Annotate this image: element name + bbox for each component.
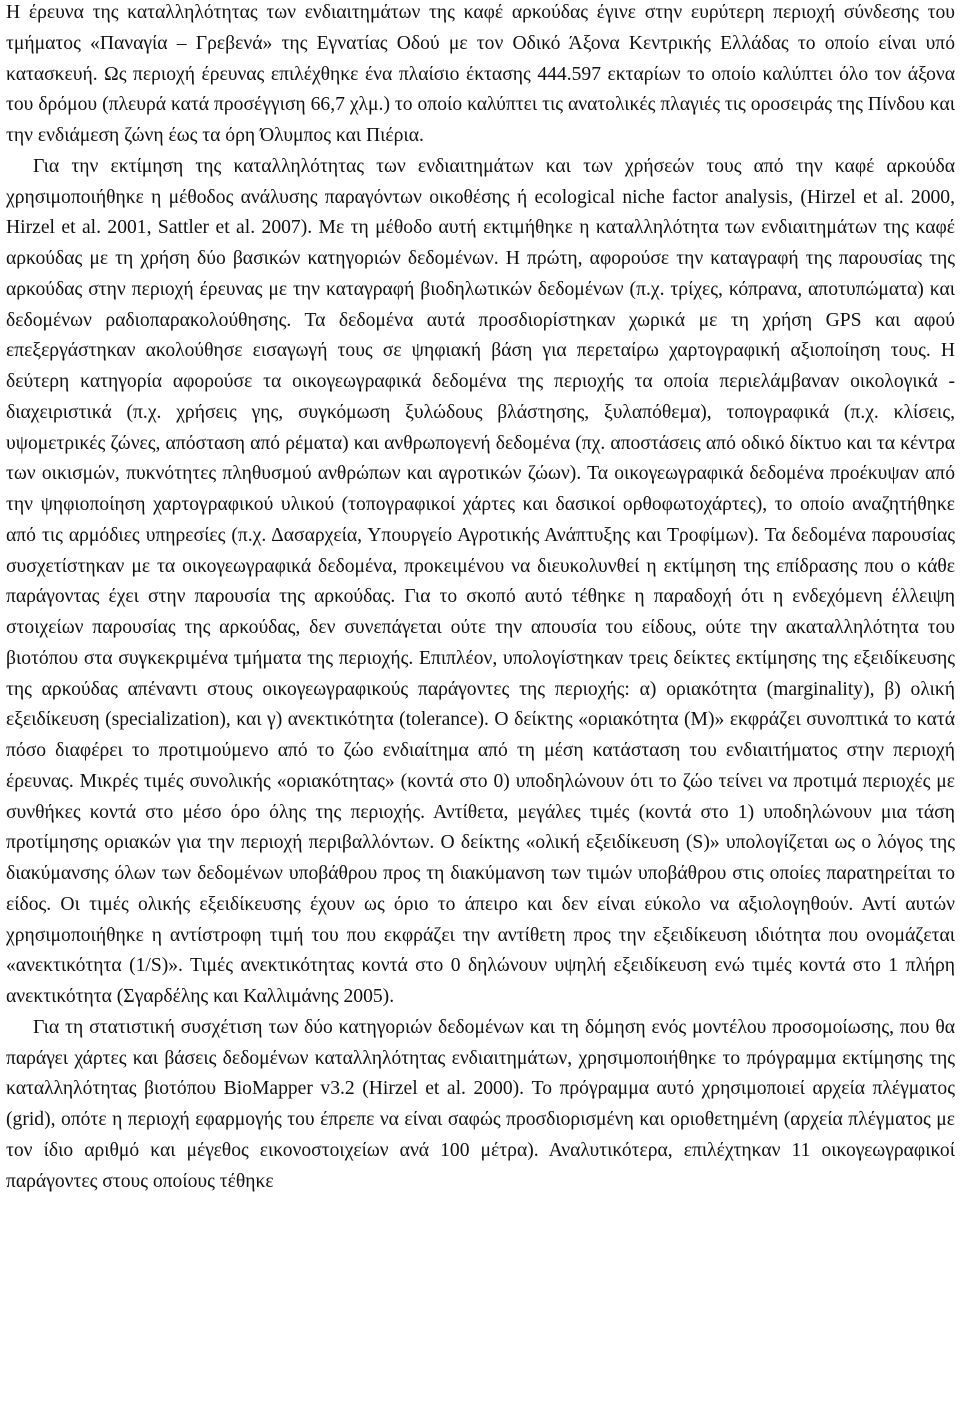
document-page bbox=[6, 0, 955, 1197]
paragraph-study-area: Η έρευνα της καταλληλότητας των ενδιαιτημάτων της καφέ αρκούδας έγινε στην ευρύτερη περιοχή σύνδεσης του τμήματος «Παναγία – Γρεβενά» της Εγνατίας Οδού με τον Οδικό Άξονα Κεντρικής Ελλάδας το οποίο είναι υπό κατασκευή. Ως περιοχή έρευνας επιλέχθηκε ένα πλαίσιο έκτασης 444.597 εκταρίων το οποίο καλύπτει όλο τον άξονα του δρόμου (πλευρά κατά προσέγγιση 66,7 χλμ.) το οποίο καλύπτει τις ανατολικές πλαγιές τις οροσειράς της Πίνδου και την ενδιάμεση ζώνη έως τα όρη Όλυμπος και Πιέρια. bbox=[6, 2, 955, 146]
paragraph-methodology: Για την εκτίμηση της καταλληλότητας των ενδιαιτημάτων και των χρήσεών τους από την καφέ αρκούδα χρησιμοποιήθηκε η μέθοδος ανάλυσης παραγόντων οικοθέσης ή ecological niche factor analysis, (Hirzel et al. 2000, Hirzel et al. 2001, Sattler et al. 2007). Με τη μέθοδο αυτή εκτιμήθηκε η καταλληλότητα των ενδιαιτημάτων της καφέ αρκούδας με τη χρήση δύο βασικών κατηγοριών δεδομένων. Η πρώτη, αφορούσε την καταγραφή της παρουσίας της αρκούδας στην περιοχή έρευνας με την καταγραφή βιοδηλωτικών δεδομένων (π.χ. τρίχες, κόπρανα, αποτυπώματα) και δεδομένων ραδιοπαρακολούθησης. Τα δεδομένα αυτά προσδιορίστηκαν χωρικά με τη χρήση GPS και αφού επεξεργάστηκαν ακολούθησε εισαγωγή τους σε ψηφιακή βάση για περεταίρω χαρτογραφική αξιοποίηση τους. Η δεύτερη κατηγορία αφορούσε τα οικογεωγραφικά δεδομένα της περιοχής τα οποία περιελάμβαναν οικολογικά - διαχειριστικά (π.χ. χρήσεις γης, συγκόμωση ξυλώδους βλάστησης, ξυλαπόθεμα), τοπογραφικά (π.χ. κλίσεις, υψομετρικές ζώνες, απόσταση από ρέματα) και ανθρωπογενή δεδομένα (πχ. αποστάσεις από οδικό δίκτυο και τα κέντρα των οικισμών, πυκνότητες πληθυσμού ανθρώπων και αγροτικών ζώων). Τα οικογεωγραφικά δεδομένα προέκυψαν από την ψηφιοποίηση χαρτογραφικού υλικού (τοπογραφικοί χάρτες και δασικοί ορθοφωτοχάρτες), το οποίο αναζητήθηκε από τις αρμόδιες υπηρεσίες (π.χ. Δασαρχεία, Υπουργείο Αγροτικής Ανάπτυξης και Τροφίμων). Τα δεδομένα παρουσίας συσχετίστηκαν με τα οικογεωγραφικά δεδομένα, προκειμένου να διευκολυνθεί η εκτίμηση της επίδρασης που ο κάθε παράγοντας έχει στην παρουσία της αρκούδας. Για το σκοπό αυτό τέθηκε η παραδοχή ότι η ενδεχόμενη έλλειψη στοιχείων παρουσίας της αρκούδας, δεν συνεπάγεται ούτε την απουσία του είδους, ούτε την ακαταλληλότητα του βιοτόπου στα συγκεκριμένα τμήματα της περιοχής. Επιπλέον, υπολογίστηκαν τρεις δείκτες εκτίμησης της εξειδίκευσης της αρκούδας απέναντι στους οικογεωγραφικούς παράγοντες της περιοχής: α) οριακότητα (marginality), β) ολική εξειδίκευση (specialization), και γ) ανεκτικότητα (tolerance). Ο δείκτης «οριακότητα (Μ)» εκφράζει συνοπτικά το κατά πόσο διαφέρει το προτιμούμενο από το ζώο ενδιαίτημα από τη μέση κατάσταση του ενδιαιτήματος στην περιοχή έρευνας. Μικρές τιμές συνολικής «οριακότητας» (κοντά στο 0) υποδηλώνουν ότι το ζώο τείνει να προτιμά περιοχές με συνθήκες κοντά στο μέσο όρο όλης της περιοχής. Αντίθετα, μεγάλες τιμές (κοντά στο 1) υποδηλώνουν μια τάση προτίμησης οριακών για την περιοχή περιβαλλόντων. Ο δείκτης «ολική εξειδίκευση (S)» υπολογίζεται ως ο λόγος της διακύμανσης όλων των δεδομένων υποβάθρου προς τη διακύμανση των τιμών υποβάθρου στις οποίες παρατηρείται το είδος. Οι τιμές ολικής εξειδίκευσης έχουν ως όριο το άπειρο και δεν είναι εύκολο να αξιολογηθούν. Αντί αυτών χρησιμοποιήθηκε η αντίστροφη τιμή του που εκφράζει την αντίθετη προς την εξειδίκευση ιδιότητα που ονομάζεται «ανεκτικότητα (1/S)». Τιμές ανεκτικότητας κοντά στο 0 δηλώνουν υψηλή εξειδίκευση ενώ τιμές κοντά στο 1 πλήρη ανεκτικότητα (Σγαρδέλης και Καλλιμάνης 2005). bbox=[6, 155, 955, 1007]
paragraph-biomapper: Για τη στατιστική συσχέτιση των δύο κατηγοριών δεδομένων και τη δόμηση ενός μοντέλου προσομοίωσης, που θα παράγει χάρτες και βάσεις δεδομένων καταλληλότητας ενδιαιτημάτων, χρησιμοποιήθηκε το πρόγραμμα εκτίμησης της καταλληλότητας βιοτόπου BioMapper v3.2 (Hirzel et al. 2000). Το πρόγραμμα αυτό χρησιμοποιεί αρχεία πλέγματος (grid), οπότε η περιοχή εφαρμογής του έπρεπε να είναι σαφώς προσδιορισμένη και οριοθετημένη (αρχεία πλέγματος με τον ίδιο αριθμό και μέγεθος εικονοστοιχείων ανά 100 μέτρα). Αναλυτικότερα, επιλέχτηκαν 11 οικογεωγραφικοί παράγοντες στους οποίους τέθηκε bbox=[6, 1016, 955, 1192]
